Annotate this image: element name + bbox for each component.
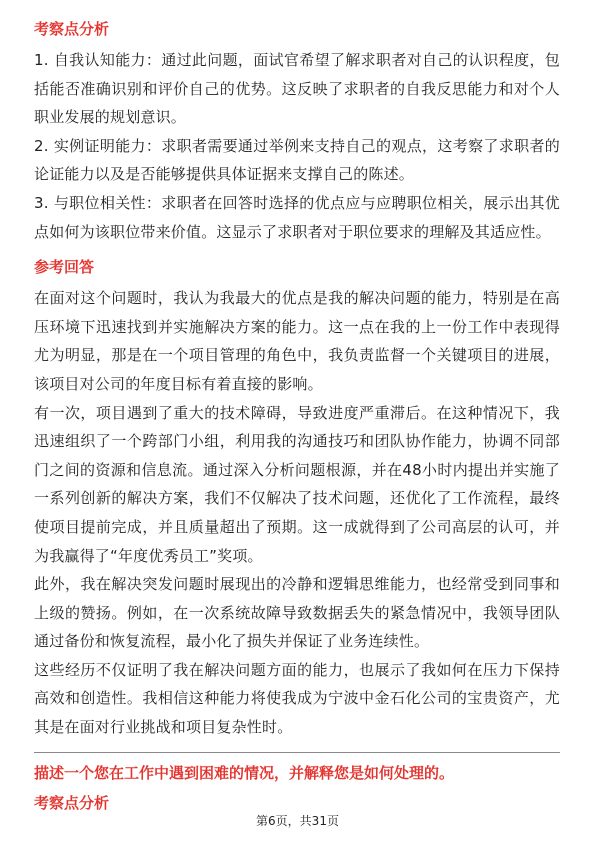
analysis-item-1: 1. 自我认知能力：通过此问题，面试官希望了解求职者对自己的认识程度，包括能否准确识别和评价自己的优势。这反映了求职者的自我反思能力和对个人职业发展的规划意识。 (34, 51, 560, 127)
section-divider (34, 752, 560, 753)
answer-paragraph-2: 有一次，项目遇到了重大的技术障碍，导致进度严重滞后。在这种情况下，我迅速组织了一个跨部门小组，利用我的沟通技巧和团队协作能力，协调不同部门之间的资源和信息流。通过深入分析问题根源，并在48小时内提出并实施了一系列创新的解决方案，我们不仅解决了技术问题，还优化了工作流程，最终使项目提前完成，并且质量超出了预期。这一成就得到了公司高层的认可，并为我赢得了“年度优秀员工”奖项。 (34, 403, 560, 565)
next-question: 描述一个您在工作中遇到困难的情况，并解释您是如何处理的。 (34, 764, 455, 782)
section-heading-analysis: 考察点分析 (34, 20, 110, 38)
section-heading-reference-answer: 参考回答 (34, 258, 95, 277)
answer-paragraph-4: 这些经历不仅证明了我在解决问题方面的能力，也展示了我如何在压力下保持高效和创造性。我相信这种能力将使我成为宁波中金石化公司的宝贵资产，尤其是在面对行业挑战和项目复杂性时。 (34, 660, 560, 737)
analysis-item-2: 2. 实例证明能力：求职者需要通过举例来支持自己的观点，这考察了求职者的论证能力以及是否能够提供具体证据来支撑自己的陈述。 (34, 136, 560, 184)
next-section-heading: 考察点分析 (34, 794, 110, 812)
answer-paragraph-3: 此外，我在解决突发问题时展现出的冷静和逻辑思维能力，也经常受到同事和上级的赞扬。例如，在一次系统故障导致数据丢失的紧急情况中，我领导团队通过备份和恢复流程，最小化了损失并保证了业务连续性。 (34, 575, 560, 651)
answer-paragraph-1: 在面对这个问题时，我认为我最大的优点是我的解决问题的能力，特别是在高压环境下迅速找到并实施解决方案的能力。这一点在我的上一份工作中表现得尤为明显，那是在一个项目管理的角色中，我负责监督一个关键项目的进展，该项目对公司的年度目标有着直接的影响。 (34, 289, 560, 393)
page-content (34, 18, 560, 742)
analysis-item-3: 3. 与职位相关性：求职者在回答时选择的优点应与应聘职位相关，展示出其优点如何为该职位带来价值。这显示了求职者对于职位要求的理解及其适应性。 (34, 193, 560, 241)
page-footer: 第6页，共31页 (256, 814, 339, 828)
